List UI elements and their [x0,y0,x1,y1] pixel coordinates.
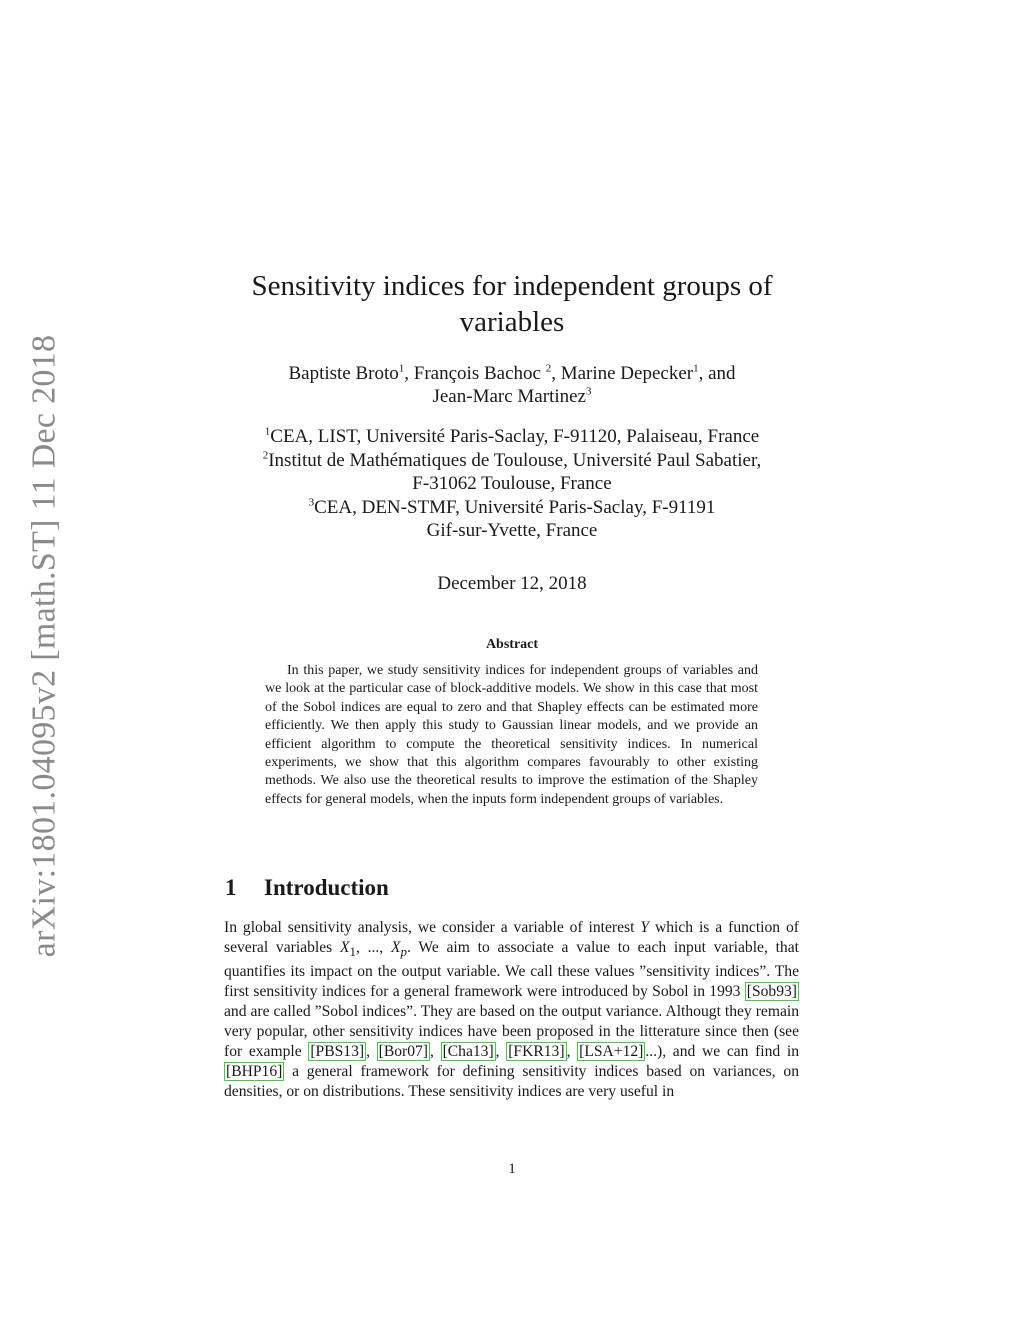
affiliation-mark: 2 [262,449,269,462]
affiliation-text: Institut de Mathématiques de Toulouse, Université Paul Sabatier, [268,449,762,471]
paper-date: December 12, 2018 [437,573,587,594]
affiliation-text: CEA, LIST, Université Paris-Saclay, F-91120, Palaiseau, France [270,426,760,447]
citation-link-fkr13[interactable]: [FKR13] [508,1043,565,1061]
affiliation-3 [180,496,844,520]
body-text: and are called ”Sobol indices”. They are based on the output variance. Althougt they remain very popular, other sensitivity indices have been proposed in the litterature since then (see for example [224,1003,799,1061]
paper-title: Sensitivity indices for independent groups of variables [251,270,773,338]
body-text: ...), and we can find in [645,1043,800,1061]
citation-link-pbs13[interactable]: [PBS13] [310,1043,365,1061]
body-text: which is a function of several variables [224,919,799,956]
math-variable: Y [640,919,650,936]
author-affiliation-mark: 1 [398,362,405,375]
citation-link-bor07[interactable]: [Bor07] [378,1043,428,1061]
abstract-text: In this paper, we study sensitivity indices for independent groups of variables and we look at the particular case of block-additive models. We show in this case that most of the Sobol indices are equal to zero and that Shapley effects can be estimated more efficiently. We then apply this study to Gaussian linear models, and we provide an efficient algorithm to compute the theoretical sensitivity indices. In numerical experiments, we show that this algorithm compares favourably to other existing methods. We also use the theoretical results to improve the estimation of the Shapley effects for general models, when the inputs form independent groups of variables. [265,663,758,807]
affiliation-mark: 1 [264,425,271,438]
affiliation-list [180,425,844,543]
body-text: In global sensitivity analysis, we consider a variable of interest [224,919,641,936]
citation-link-lsa12[interactable]: [LSA+12] [579,1043,644,1061]
math-subscript: p [400,944,407,960]
author-affiliation-mark: 2 [545,362,552,375]
arxiv-sidebar [22,336,66,956]
author-conjunction: and [708,363,736,384]
body-text: a general framework for defining sensitivity indices based on variances, on densities, or on distributions. These sensitivity indices are very useful in [224,1063,799,1101]
author-affiliation-mark: 1 [693,362,699,375]
arxiv-identifier: arXiv:1801.04095v2 [math.ST] 11 Dec 2018 [25,334,63,958]
affiliation-1 [180,425,844,449]
section-title: Introduction [264,875,389,900]
affiliation-3-cont: Gif-sur-Yvette, France [426,520,598,541]
separator: , [430,1043,441,1061]
intro-paragraph [224,918,799,1102]
page-number: 1 [508,1161,516,1177]
math-variable: X [390,939,401,956]
author-name: Jean-Marc Martinez [432,386,586,407]
author-name: Baptiste Broto [288,363,399,384]
affiliation-2 [180,449,844,473]
citation-link-bhp16[interactable]: [BHP16] [226,1063,283,1081]
affiliation-mark: 3 [308,496,315,509]
math-subscript: 1 [349,944,356,960]
author-name: Marine Depecker [560,363,694,384]
author-affiliation-mark: 3 [586,385,592,398]
affiliation-text: CEA, DEN-STMF, Université Paris-Saclay, F-91191 [314,496,716,518]
section-number: 1 [225,875,237,900]
math-variable: X [339,939,350,956]
citation-link-cha13[interactable]: [Cha13] [442,1043,494,1061]
section-heading [225,875,389,901]
separator: , [566,1043,578,1061]
separator: , [495,1043,507,1061]
author-list: Baptiste Broto$^1$, François Bachoc $^2$, Marine Depecker$^1$, and Jean-Marc Martinez$^3$ [288,362,736,407]
abstract-heading: Abstract [485,637,539,652]
citation-link-sob93[interactable]: [Sob93] [746,983,797,1001]
author-name: François Bachoc [413,363,541,384]
body-text: . We aim to associate a value to each input variable, that quantifies its impact on the output variable. We call these values ”sensitivity indices”. The first sensitivity indices for a general framework were introduced by Sobol in 1993 [224,939,799,1001]
separator: , [366,1043,377,1061]
body-text: , ..., [355,939,391,956]
affiliation-2-cont: F-31062 Toulouse, France [412,473,612,494]
